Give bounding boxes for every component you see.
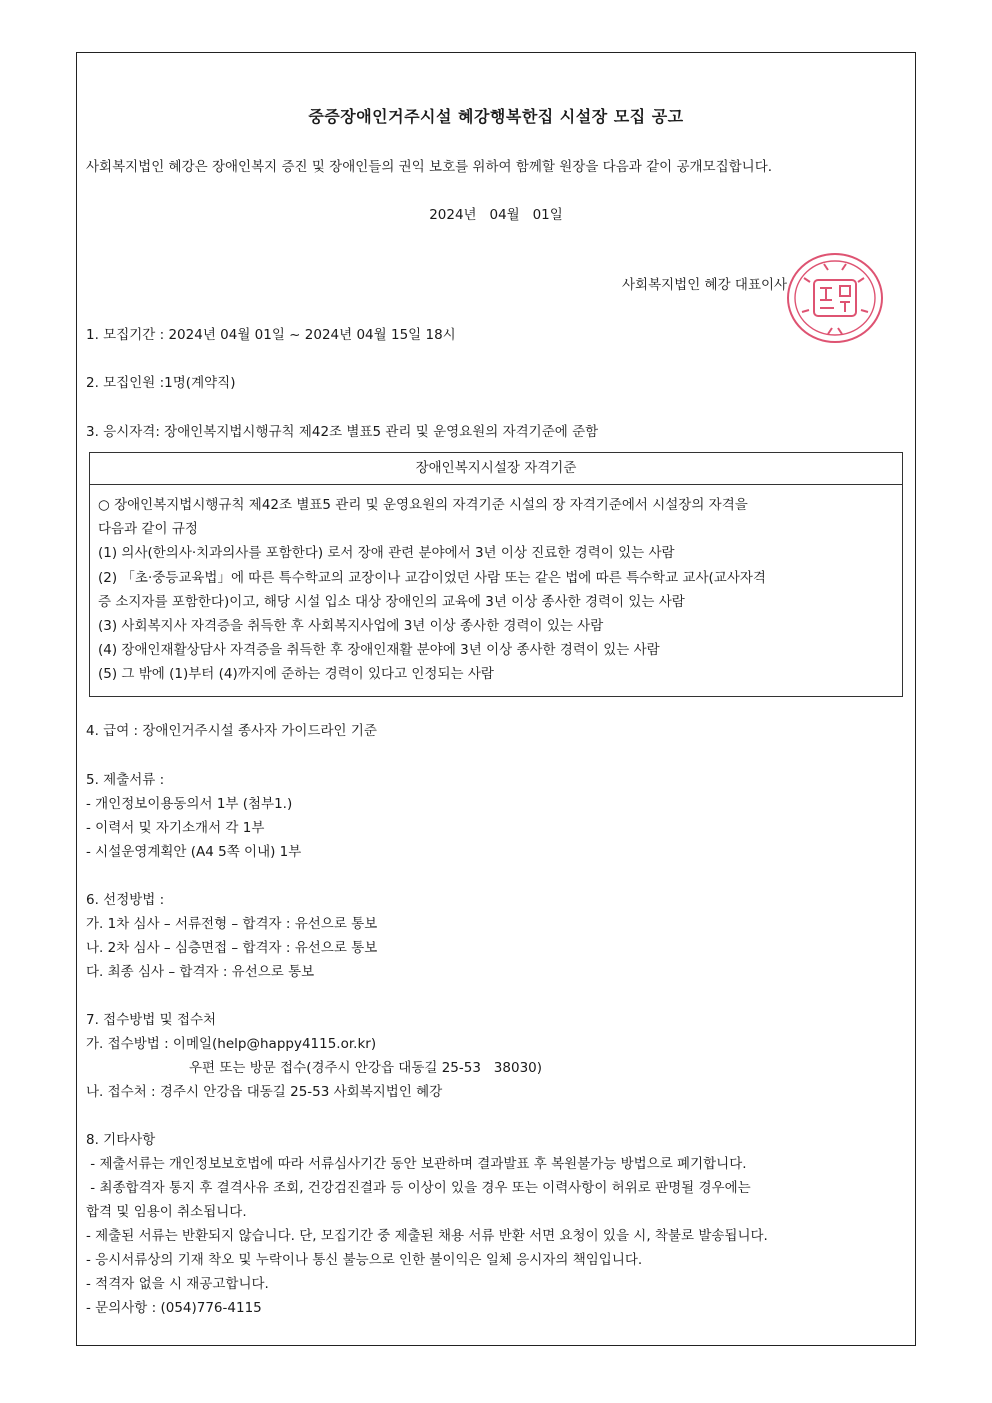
qualification-line: (1) 의사(한의사·치과의사를 포함한다) 로서 장애 관련 분야에서 3년 이상 진료한 경력이 있는 사람 xyxy=(98,545,675,561)
contact-info: - 문의사항 : (054)776-4115 xyxy=(86,1300,262,1316)
qualification-line: 다음과 같이 규정 xyxy=(98,521,198,537)
announcement-date: 2024년 04월 01일 xyxy=(429,207,563,223)
selection-item: 가. 1차 심사 – 서류전형 – 합격자 : 유선으로 통보 xyxy=(86,916,378,932)
notes-item: - 적격자 없을 시 재공고합니다. xyxy=(86,1276,269,1292)
documents-heading: 5. 제출서류 : xyxy=(86,772,165,788)
qualification-line: 증 소지자를 포함한다)이고, 해당 시설 입소 대상 장애인의 교육에 3년 이상 종사한 경력이 있는 사람 xyxy=(98,594,685,610)
qualification-line: (4) 장애인재활상담사 자격증을 취득한 후 장애인재활 분야에 3년 이상 종사한 경력이 있는 사람 xyxy=(98,642,660,658)
documents-item: - 개인정보이용동의서 1부 (첨부1.) xyxy=(86,796,293,812)
selection-heading: 6. 선정방법 : xyxy=(86,892,165,908)
application-method: 가. 접수방법 : 이메일(help@happy4115.or.kr) xyxy=(86,1036,377,1052)
qualification-box xyxy=(89,452,903,697)
documents-item: - 시설운영계획안 (A4 5쪽 이내) 1부 xyxy=(86,844,302,860)
intro-text: 사회복지법인 혜강은 장애인복지 증진 및 장애인들의 권익 보호를 위하여 함께할 원장을 다음과 같이 공개모집합니다. xyxy=(86,159,773,175)
notes-item: - 최종합격자 통지 후 결격사유 조회, 건강검진결과 등 이상이 있을 경우 또는 이력사항이 허위로 판명될 경우에는 xyxy=(86,1180,751,1196)
qualification-line: ○ 장애인복지법시행규칙 제42조 별표5 관리 및 운영요원의 자격기준 시설의 장 자격기준에서 시설장의 자격을 xyxy=(98,497,748,513)
qualification-line: (5) 그 밖에 (1)부터 (4)까지에 준하는 경력이 있다고 인정되는 사람 xyxy=(98,666,494,682)
signer: 사회복지법인 혜강 대표이사 xyxy=(622,277,788,293)
qualification-line: (3) 사회복지사 자격증을 취득한 후 사회복지사업에 3년 이상 종사한 경력이 있는 사람 xyxy=(98,618,604,634)
notes-item: - 제출된 서류는 반환되지 않습니다. 단, 모집기간 중 제출된 채용 서류 반환 서면 요청이 있을 시, 착불로 발송됩니다. xyxy=(86,1228,768,1244)
eligibility: 3. 응시자격: 장애인복지법시행규칙 제42조 별표5 관리 및 운영요원의 자격기준에 준함 xyxy=(86,424,599,440)
notes-heading: 8. 기타사항 xyxy=(86,1132,156,1148)
qualification-header: 장애인복지시설장 자격기준 xyxy=(90,453,902,485)
document-frame xyxy=(76,52,916,1346)
qualification-line: (2) 「초·중등교육법」에 따른 특수학교의 교장이나 교감이었던 사람 또는 같은 법에 따른 특수학교 교사(교사자격 xyxy=(98,570,766,586)
recruitment-count: 2. 모집인원 :1명(계약직) xyxy=(86,375,236,391)
selection-item: 나. 2차 심사 – 심층면접 – 합격자 : 유선으로 통보 xyxy=(86,940,378,956)
page-title: 중증장애인거주시설 혜강행복한집 시설장 모집 공고 xyxy=(308,107,684,126)
recruitment-period: 1. 모집기간 : 2024년 04월 01일 ~ 2024년 04월 15일 18시 xyxy=(86,327,456,343)
application-method-alt: 우편 또는 방문 접수(경주시 안강읍 대동길 25-53 38030) xyxy=(189,1060,543,1076)
salary: 4. 급여 : 장애인거주시설 종사자 가이드라인 기준 xyxy=(86,723,377,739)
notes-item: 합격 및 임용이 취소됩니다. xyxy=(86,1204,247,1220)
documents-item: - 이력서 및 자기소개서 각 1부 xyxy=(86,820,265,836)
notes-item: - 응시서류상의 기재 착오 및 누락이나 통신 불능으로 인한 불이익은 일체 응시자의 책임입니다. xyxy=(86,1252,643,1268)
application-heading: 7. 접수방법 및 접수처 xyxy=(86,1012,217,1028)
application-place: 나. 접수처 : 경주시 안강읍 대동길 25-53 사회복지법인 혜강 xyxy=(86,1084,443,1100)
official-seal-icon xyxy=(784,250,886,346)
selection-item: 다. 최종 심사 – 합격자 : 유선으로 통보 xyxy=(86,964,315,980)
notes-item: - 제출서류는 개인정보보호법에 따라 서류심사기간 동안 보관하며 결과발표 후 복원불가능 방법으로 폐기합니다. xyxy=(86,1156,747,1172)
